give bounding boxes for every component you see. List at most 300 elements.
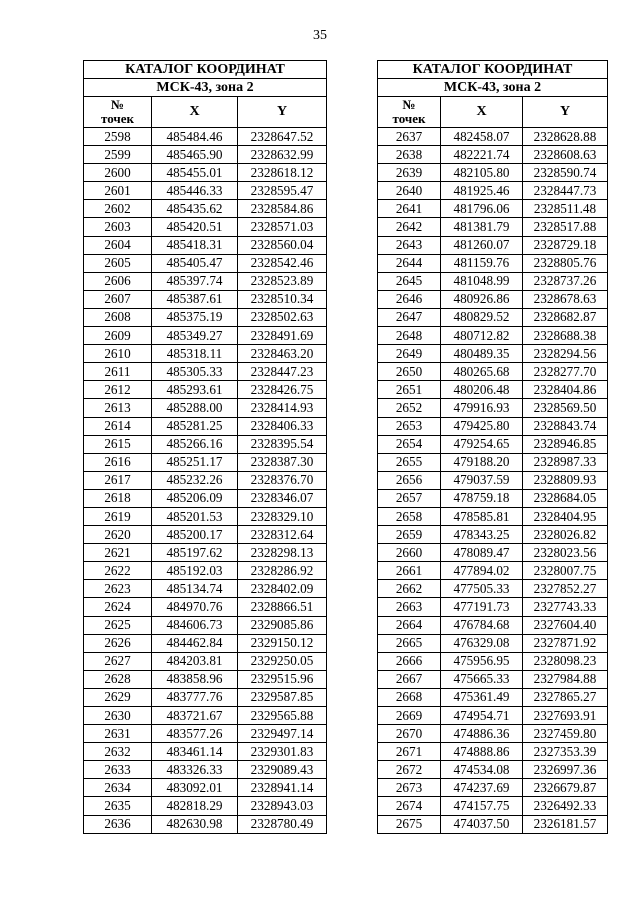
point-number-cell: 2629	[84, 688, 152, 706]
y-coordinate-cell: 2329150.12	[238, 634, 327, 652]
y-coordinate-cell: 2328682.87	[523, 308, 608, 326]
x-coordinate-cell: 485281.25	[152, 417, 238, 435]
table-row	[84, 670, 327, 688]
table-row	[378, 526, 608, 544]
y-coordinate-cell: 2329565.88	[238, 707, 327, 725]
y-coordinate-cell: 2328346.07	[238, 489, 327, 507]
x-coordinate-cell: 474037.50	[441, 815, 523, 833]
table-row	[84, 779, 327, 797]
table-row	[378, 363, 608, 381]
table-row	[84, 634, 327, 652]
y-coordinate-cell: 2328414.93	[238, 399, 327, 417]
y-coordinate-cell: 2328007.75	[523, 562, 608, 580]
x-coordinate-cell: 485305.33	[152, 363, 238, 381]
point-number-cell: 2631	[84, 725, 152, 743]
point-number-cell: 2669	[378, 707, 441, 725]
page-number: 35	[313, 28, 327, 43]
point-number-cell: 2623	[84, 580, 152, 598]
x-coordinate-cell: 475665.33	[441, 670, 523, 688]
x-coordinate-cell: 485375.19	[152, 308, 238, 326]
point-number-cell: 2664	[378, 616, 441, 634]
table-row	[84, 707, 327, 725]
table-row	[84, 164, 327, 182]
y-coordinate-cell: 2329089.43	[238, 761, 327, 779]
point-number-cell: 2615	[84, 435, 152, 453]
x-coordinate-cell: 480489.35	[441, 345, 523, 363]
point-number-cell: 2617	[84, 471, 152, 489]
x-coordinate-cell: 482105.80	[441, 164, 523, 182]
y-coordinate-cell: 2328447.73	[523, 182, 608, 200]
table-row	[378, 507, 608, 525]
table-row	[84, 725, 327, 743]
table-row	[84, 417, 327, 435]
y-coordinate-cell: 2327459.80	[523, 725, 608, 743]
point-number-cell: 2634	[84, 779, 152, 797]
x-coordinate-cell: 484970.76	[152, 598, 238, 616]
y-coordinate-cell: 2328447.23	[238, 363, 327, 381]
y-coordinate-cell: 2328542.46	[238, 254, 327, 272]
x-coordinate-cell: 485251.17	[152, 453, 238, 471]
x-coordinate-cell: 484462.84	[152, 634, 238, 652]
x-coordinate-cell: 485397.74	[152, 272, 238, 290]
y-coordinate-cell: 2328569.50	[523, 399, 608, 417]
x-coordinate-cell: 485206.09	[152, 489, 238, 507]
point-number-cell: 2638	[378, 146, 441, 164]
x-coordinate-cell: 474157.75	[441, 797, 523, 815]
table-row	[84, 254, 327, 272]
x-coordinate-cell: 485418.31	[152, 236, 238, 254]
y-coordinate-cell: 2328809.93	[523, 471, 608, 489]
x-coordinate-cell: 479425.80	[441, 417, 523, 435]
point-number-cell: 2639	[378, 164, 441, 182]
x-coordinate-cell: 483461.14	[152, 743, 238, 761]
y-coordinate-cell: 2326679.87	[523, 779, 608, 797]
point-number-cell: 2651	[378, 381, 441, 399]
y-coordinate-cell: 2328595.47	[238, 182, 327, 200]
table-row	[378, 200, 608, 218]
point-number-cell: 2608	[84, 308, 152, 326]
point-number-cell: 2675	[378, 815, 441, 833]
points-label: точек	[101, 111, 134, 126]
y-coordinate-cell: 2327871.92	[523, 634, 608, 652]
x-coordinate-cell: 485387.61	[152, 290, 238, 308]
point-number-cell: 2668	[378, 688, 441, 706]
table-row	[84, 652, 327, 670]
table-row	[378, 453, 608, 471]
x-coordinate-cell: 483092.01	[152, 779, 238, 797]
coordinate-catalog-table-left	[83, 60, 327, 834]
x-coordinate-cell: 480829.52	[441, 308, 523, 326]
y-coordinate-cell: 2326181.57	[523, 815, 608, 833]
table-row	[378, 146, 608, 164]
point-number-cell: 2666	[378, 652, 441, 670]
point-number-cell: 2598	[84, 128, 152, 146]
table-row	[84, 218, 327, 236]
x-coordinate-cell: 483326.33	[152, 761, 238, 779]
y-coordinate-cell: 2327865.27	[523, 688, 608, 706]
table-row	[378, 489, 608, 507]
x-coordinate-cell: 480926.86	[441, 290, 523, 308]
table-row	[378, 815, 608, 833]
table-row	[378, 435, 608, 453]
point-number-cell: 2671	[378, 743, 441, 761]
y-coordinate-cell: 2327852.27	[523, 580, 608, 598]
x-coordinate-cell: 481159.76	[441, 254, 523, 272]
x-coordinate-cell: 482221.74	[441, 146, 523, 164]
x-coordinate-cell: 485465.90	[152, 146, 238, 164]
y-coordinate-cell: 2327693.91	[523, 707, 608, 725]
table-row	[378, 254, 608, 272]
table-row	[378, 290, 608, 308]
x-coordinate-cell: 477191.73	[441, 598, 523, 616]
y-coordinate-cell: 2328943.03	[238, 797, 327, 815]
point-number-cell: 2667	[378, 670, 441, 688]
table-row	[84, 200, 327, 218]
x-coordinate-cell: 474954.71	[441, 707, 523, 725]
point-number-cell: 2603	[84, 218, 152, 236]
y-coordinate-cell: 2328946.85	[523, 435, 608, 453]
x-coordinate-cell: 480206.48	[441, 381, 523, 399]
table-row	[84, 327, 327, 345]
y-coordinate-cell: 2328404.86	[523, 381, 608, 399]
y-coordinate-cell: 2329587.85	[238, 688, 327, 706]
y-coordinate-cell: 2328737.26	[523, 272, 608, 290]
y-coordinate-cell: 2329250.05	[238, 652, 327, 670]
point-number-cell: 2665	[378, 634, 441, 652]
table-row	[84, 146, 327, 164]
y-coordinate-cell: 2328395.54	[238, 435, 327, 453]
point-number-cell: 2630	[84, 707, 152, 725]
point-number-cell: 2616	[84, 453, 152, 471]
table-row	[84, 743, 327, 761]
point-number-cell: 2655	[378, 453, 441, 471]
y-coordinate-cell: 2328376.70	[238, 471, 327, 489]
y-coordinate-cell: 2328560.04	[238, 236, 327, 254]
y-coordinate-cell: 2329497.14	[238, 725, 327, 743]
table-row	[378, 544, 608, 562]
y-coordinate-cell: 2328098.23	[523, 652, 608, 670]
x-coordinate-cell: 485266.16	[152, 435, 238, 453]
x-coordinate-cell: 481796.06	[441, 200, 523, 218]
x-coordinate-cell: 482630.98	[152, 815, 238, 833]
point-number-cell: 2643	[378, 236, 441, 254]
table-row	[378, 688, 608, 706]
table-row	[378, 128, 608, 146]
x-coordinate-cell: 474237.69	[441, 779, 523, 797]
y-coordinate-cell: 2328571.03	[238, 218, 327, 236]
x-coordinate-cell: 485192.03	[152, 562, 238, 580]
table-row	[378, 725, 608, 743]
point-number-cell: 2635	[84, 797, 152, 815]
table-row	[84, 363, 327, 381]
x-coordinate-cell: 480712.82	[441, 327, 523, 345]
x-coordinate-cell: 485197.62	[152, 544, 238, 562]
column-header-x: X	[152, 97, 238, 128]
point-number-cell: 2645	[378, 272, 441, 290]
x-coordinate-cell: 485420.51	[152, 218, 238, 236]
table-row	[378, 707, 608, 725]
point-number-cell: 2640	[378, 182, 441, 200]
table-row	[84, 128, 327, 146]
point-number-cell: 2658	[378, 507, 441, 525]
y-coordinate-cell: 2327353.39	[523, 743, 608, 761]
table-row	[378, 634, 608, 652]
x-coordinate-cell: 474886.36	[441, 725, 523, 743]
column-header-y: Y	[238, 97, 327, 128]
table-row	[378, 218, 608, 236]
table-row	[378, 743, 608, 761]
y-coordinate-cell: 2328277.70	[523, 363, 608, 381]
x-coordinate-cell: 484203.81	[152, 652, 238, 670]
y-coordinate-cell: 2329085.86	[238, 616, 327, 634]
x-coordinate-cell: 479916.93	[441, 399, 523, 417]
y-coordinate-cell: 2328511.48	[523, 200, 608, 218]
point-number-cell: 2610	[84, 345, 152, 363]
table-row	[378, 761, 608, 779]
point-number-cell: 2646	[378, 290, 441, 308]
y-coordinate-cell: 2328584.86	[238, 200, 327, 218]
y-coordinate-cell: 2328632.99	[238, 146, 327, 164]
x-coordinate-cell: 477894.02	[441, 562, 523, 580]
table-row	[84, 580, 327, 598]
point-number-cell: 2674	[378, 797, 441, 815]
y-coordinate-cell: 2328523.89	[238, 272, 327, 290]
y-coordinate-cell: 2328402.09	[238, 580, 327, 598]
table-row	[378, 327, 608, 345]
x-coordinate-cell: 478343.25	[441, 526, 523, 544]
y-coordinate-cell: 2328987.33	[523, 453, 608, 471]
table-row	[84, 507, 327, 525]
table-row	[378, 471, 608, 489]
y-coordinate-cell: 2328805.76	[523, 254, 608, 272]
table-row	[378, 562, 608, 580]
point-number-cell: 2622	[84, 562, 152, 580]
x-coordinate-cell: 481925.46	[441, 182, 523, 200]
x-coordinate-cell: 481048.99	[441, 272, 523, 290]
point-number-cell: 2607	[84, 290, 152, 308]
point-number-cell: 2672	[378, 761, 441, 779]
x-coordinate-cell: 478759.18	[441, 489, 523, 507]
table-row	[378, 381, 608, 399]
x-coordinate-cell: 485293.61	[152, 381, 238, 399]
table-row	[378, 616, 608, 634]
y-coordinate-cell: 2329515.96	[238, 670, 327, 688]
point-number-cell: 2673	[378, 779, 441, 797]
y-coordinate-cell: 2328866.51	[238, 598, 327, 616]
table-row	[84, 182, 327, 200]
point-number-cell: 2604	[84, 236, 152, 254]
x-coordinate-cell: 484606.73	[152, 616, 238, 634]
table-row	[378, 652, 608, 670]
x-coordinate-cell: 483777.76	[152, 688, 238, 706]
point-number-cell: 2621	[84, 544, 152, 562]
table-row	[378, 779, 608, 797]
x-coordinate-cell: 485318.11	[152, 345, 238, 363]
point-number-cell: 2599	[84, 146, 152, 164]
table-row	[378, 308, 608, 326]
x-coordinate-cell: 480265.68	[441, 363, 523, 381]
point-number-cell: 2653	[378, 417, 441, 435]
y-coordinate-cell: 2328590.74	[523, 164, 608, 182]
y-coordinate-cell: 2328406.33	[238, 417, 327, 435]
x-coordinate-cell: 485349.27	[152, 327, 238, 345]
y-coordinate-cell: 2328608.63	[523, 146, 608, 164]
point-number-cell: 2660	[378, 544, 441, 562]
y-coordinate-cell: 2328628.88	[523, 128, 608, 146]
point-number-cell: 2654	[378, 435, 441, 453]
table-row	[378, 598, 608, 616]
x-coordinate-cell: 482818.29	[152, 797, 238, 815]
table-row	[378, 164, 608, 182]
table-row	[84, 345, 327, 363]
point-number-cell: 2648	[378, 327, 441, 345]
point-number-cell: 2600	[84, 164, 152, 182]
x-coordinate-cell: 485484.46	[152, 128, 238, 146]
y-coordinate-cell: 2327743.33	[523, 598, 608, 616]
number-sign: №	[110, 97, 125, 112]
table-row	[84, 236, 327, 254]
y-coordinate-cell: 2328517.88	[523, 218, 608, 236]
catalog-title: КАТАЛОГ КООРДИНАТ	[84, 61, 327, 79]
table-row	[378, 580, 608, 598]
point-number-cell: 2613	[84, 399, 152, 417]
x-coordinate-cell: 483577.26	[152, 725, 238, 743]
x-coordinate-cell: 475361.49	[441, 688, 523, 706]
y-coordinate-cell: 2328491.69	[238, 327, 327, 345]
column-header-y: Y	[523, 97, 608, 128]
point-number-cell: 2602	[84, 200, 152, 218]
x-coordinate-cell: 485288.00	[152, 399, 238, 417]
number-sign: №	[402, 97, 416, 112]
point-number-cell: 2624	[84, 598, 152, 616]
point-number-cell: 2657	[378, 489, 441, 507]
y-coordinate-cell: 2328502.63	[238, 308, 327, 326]
table-row	[84, 272, 327, 290]
y-coordinate-cell: 2328780.49	[238, 815, 327, 833]
x-coordinate-cell: 485201.53	[152, 507, 238, 525]
y-coordinate-cell: 2326997.36	[523, 761, 608, 779]
point-number-cell: 2649	[378, 345, 441, 363]
table-row	[84, 381, 327, 399]
x-coordinate-cell: 476329.08	[441, 634, 523, 652]
y-coordinate-cell: 2328298.13	[238, 544, 327, 562]
y-coordinate-cell: 2328426.75	[238, 381, 327, 399]
x-coordinate-cell: 479254.65	[441, 435, 523, 453]
y-coordinate-cell: 2328286.92	[238, 562, 327, 580]
y-coordinate-cell: 2328684.05	[523, 489, 608, 507]
x-coordinate-cell: 481260.07	[441, 236, 523, 254]
y-coordinate-cell: 2327604.40	[523, 616, 608, 634]
catalog-body	[378, 128, 608, 834]
x-coordinate-cell: 476784.68	[441, 616, 523, 634]
table-row	[378, 417, 608, 435]
point-number-cell: 2670	[378, 725, 441, 743]
point-number-cell: 2609	[84, 327, 152, 345]
table-row	[378, 272, 608, 290]
x-coordinate-cell: 485405.47	[152, 254, 238, 272]
y-coordinate-cell: 2328026.82	[523, 526, 608, 544]
table-row	[84, 308, 327, 326]
y-coordinate-cell: 2326492.33	[523, 797, 608, 815]
x-coordinate-cell: 485232.26	[152, 471, 238, 489]
y-coordinate-cell: 2328329.10	[238, 507, 327, 525]
point-number-cell: 2642	[378, 218, 441, 236]
y-coordinate-cell: 2328387.30	[238, 453, 327, 471]
point-number-cell: 2611	[84, 363, 152, 381]
table-row	[378, 670, 608, 688]
table-row	[84, 562, 327, 580]
y-coordinate-cell: 2328510.34	[238, 290, 327, 308]
table-row	[84, 797, 327, 815]
table-row	[84, 688, 327, 706]
y-coordinate-cell: 2328941.14	[238, 779, 327, 797]
x-coordinate-cell: 474534.08	[441, 761, 523, 779]
table-row	[84, 526, 327, 544]
table-row	[378, 182, 608, 200]
x-coordinate-cell: 482458.07	[441, 128, 523, 146]
table-row	[84, 453, 327, 471]
point-number-cell: 2606	[84, 272, 152, 290]
y-coordinate-cell: 2328688.38	[523, 327, 608, 345]
point-number-cell: 2661	[378, 562, 441, 580]
table-row	[84, 544, 327, 562]
x-coordinate-cell: 479037.59	[441, 471, 523, 489]
y-coordinate-cell: 2328618.12	[238, 164, 327, 182]
x-coordinate-cell: 479188.20	[441, 453, 523, 471]
point-number-cell: 2650	[378, 363, 441, 381]
column-header-x: X	[441, 97, 523, 128]
table-row	[84, 399, 327, 417]
y-coordinate-cell: 2328404.95	[523, 507, 608, 525]
y-coordinate-cell: 2328729.18	[523, 236, 608, 254]
y-coordinate-cell: 2328843.74	[523, 417, 608, 435]
table-row	[84, 435, 327, 453]
y-coordinate-cell: 2328647.52	[238, 128, 327, 146]
table-row	[378, 797, 608, 815]
point-number-cell: 2644	[378, 254, 441, 272]
y-coordinate-cell: 2328678.63	[523, 290, 608, 308]
x-coordinate-cell: 485455.01	[152, 164, 238, 182]
point-number-cell: 2618	[84, 489, 152, 507]
point-number-cell: 2627	[84, 652, 152, 670]
x-coordinate-cell: 475956.95	[441, 652, 523, 670]
table-row	[84, 616, 327, 634]
table-row	[378, 399, 608, 417]
catalog-body	[84, 128, 327, 834]
point-number-cell: 2601	[84, 182, 152, 200]
coordinate-catalog-table-right	[377, 60, 608, 834]
table-row	[84, 290, 327, 308]
x-coordinate-cell: 483858.96	[152, 670, 238, 688]
y-coordinate-cell: 2328023.56	[523, 544, 608, 562]
point-number-cell: 2652	[378, 399, 441, 417]
point-number-cell: 2662	[378, 580, 441, 598]
catalog-subtitle: МСК-43, зона 2	[84, 79, 327, 97]
column-header-point-number	[84, 97, 152, 128]
y-coordinate-cell: 2329301.83	[238, 743, 327, 761]
table-row	[84, 471, 327, 489]
point-number-cell: 2663	[378, 598, 441, 616]
point-number-cell: 2636	[84, 815, 152, 833]
table-row	[378, 345, 608, 363]
table-row	[84, 489, 327, 507]
point-number-cell: 2625	[84, 616, 152, 634]
x-coordinate-cell: 481381.79	[441, 218, 523, 236]
x-coordinate-cell: 474888.86	[441, 743, 523, 761]
table-row	[84, 815, 327, 833]
point-number-cell: 2626	[84, 634, 152, 652]
point-number-cell: 2614	[84, 417, 152, 435]
